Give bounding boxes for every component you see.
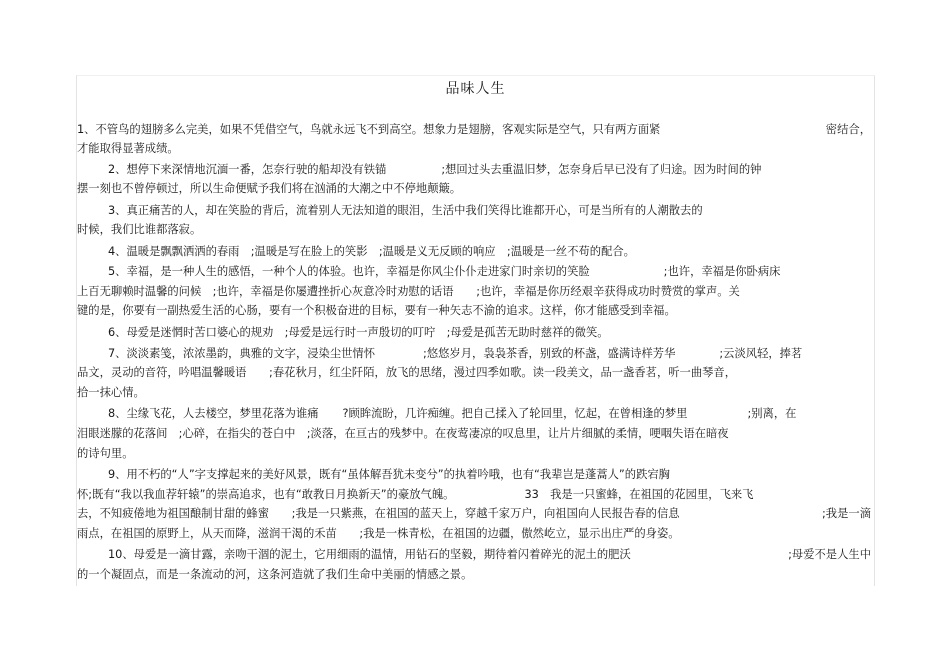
text-line	[77, 546, 874, 564]
text-line: 摆一刻也不曾停顿过，所以生命便赋予我们将在汹涌的大潮之中不停地颠簸。	[77, 182, 462, 195]
text-line: 品文，灵动的音符，吟唱温馨暖语 ;春花秋月，红尘阡陌，放飞的思绪，漫过四季如歌。读一段美文，品一盏香茗，听一曲琴音，	[77, 366, 737, 379]
line-text: 2、想停下来深情地沉湎一番，怎奈行驶的船却没有铁锚	[108, 163, 387, 176]
text-line: 6、母爱是迷惘时苦口婆心的规劝 ;母爱是远行时一声殷切的叮咛 ;母爱是孤苦无助时慈祥的微笑。	[108, 326, 609, 339]
text-line	[77, 345, 874, 363]
text-line	[77, 405, 874, 423]
text-line: 的一个凝固点，而是一条流动的河，这条河造就了我们生命中美丽的情感之景。	[77, 568, 473, 581]
line-text: ;悠悠岁月，袅袅茶香，别致的杯盏，盛满诗样芳华	[423, 347, 676, 360]
text-line: 才能取得显著成绩。	[77, 142, 179, 155]
text-line: 4、温暖是飘飘洒洒的春雨 ;温暖是写在脸上的笑影 ;温暖是义无反顾的响应 ;温暖是一丝不苟的配合。	[108, 245, 635, 258]
line-text: ;也许，幸福是你卧病床	[663, 265, 781, 278]
line-text: 10、母爱是一滴甘露，亲吻干涸的泥土，它用细雨的温情，用钻石的坚毅，期待着闪着碎光的泥土的肥沃	[108, 548, 631, 561]
line-text: 去，不知疲倦地为祖国酿制甘甜的蜂蜜 ;我是一只紫燕，在祖国的蓝天上，穿越千家万户，向祖国向人民报告春的信息	[77, 507, 680, 520]
line-text: ;云淡风轻，捧茗	[719, 347, 803, 360]
line-text: ;我是一滴	[822, 507, 871, 520]
line-text: 密结合，	[825, 123, 871, 136]
text-line	[77, 505, 874, 523]
text-line	[77, 161, 874, 179]
line-text: 7、淡淡素笺，浓浓墨韵，典雅的文字，浸染尘世情怀	[108, 347, 376, 360]
text-line: 泪眼迷朦的花落间 ;心碎，在指尖的苍白中 ;淡落，在亘古的残梦中。在夜莺凄凉的叹息里，让片片细腻的柔情，哽咽失语在暗夜	[77, 427, 729, 440]
text-line: 键的是，你要有一副热爱生活的心肠，要有一个积极奋进的目标，要有一种矢志不渝的追求。这样，你才能感受到幸福。	[77, 304, 676, 317]
text-line: 的诗句里。	[77, 447, 134, 460]
text-line	[77, 263, 874, 281]
text-line: 雨点，在祖国的原野上，从天而降，滋润干渴的禾苗 ;我是一株青松，在祖国的边疆，傲然屹立，显示出庄严的身姿。	[77, 527, 680, 540]
text-line: 上百无聊赖时温馨的问候 ;也许，幸福是你屡遭挫折心灰意冷时劝慰的话语 ;也许，幸福是你历经艰辛获得成功时赞赏的掌声。关	[77, 285, 740, 298]
text-line: 拾一抹心情。	[77, 386, 145, 399]
text-line	[77, 486, 874, 504]
text-line	[77, 121, 874, 139]
line-text: 5、幸福，是一种人生的感悟，一种个人的体验。也许，幸福是你风尘仆仆走进家门时亲切的笑脸	[108, 265, 590, 278]
line-text: 33 我是一只蜜蜂，在祖国的花园里，飞来飞	[524, 488, 754, 501]
line-text: 怀;既有“我以我血荐轩辕”的崇高追求，也有“敢教日月换新天”的豪放气魄。	[77, 488, 455, 501]
line-text: ;想回过头去重温旧梦，怎奈身后早已没有了归途。因为时间的钟	[441, 163, 762, 176]
line-text: ?顾眸流盼，几许痴缠。把自己揉入了轮回里，忆起，在曾相逢的梦里	[342, 407, 688, 420]
document-page	[76, 75, 875, 586]
line-text: ;别离，在	[747, 407, 797, 420]
text-line: 3、真正痛苦的人，却在笑脸的背后，流着别人无法知道的眼泪，生活中我们笑得比谁都开心，可是当所有的人潮散去的	[108, 204, 703, 217]
document-title: 品味人生	[445, 81, 506, 97]
line-text: 8、尘缘飞花，人去楼空，梦里花落为谁痛	[108, 407, 319, 420]
line-text: 1、不管鸟的翅膀多么完美，如果不凭借空气，鸟就永远飞不到高空。想象力是翅膀，客观实际是空气，只有两方面紧	[77, 123, 661, 136]
text-line: 9、用不朽的“人”字支撑起来的美好风景，既有“虽体解吾犹未变兮”的执着吟哦，也有“我辈岂是蓬蒿人”的跌宕胸	[108, 468, 670, 481]
line-text: ;母爱不是人生中	[788, 548, 871, 561]
text-line: 时候，我们比谁都落寂。	[77, 223, 202, 236]
